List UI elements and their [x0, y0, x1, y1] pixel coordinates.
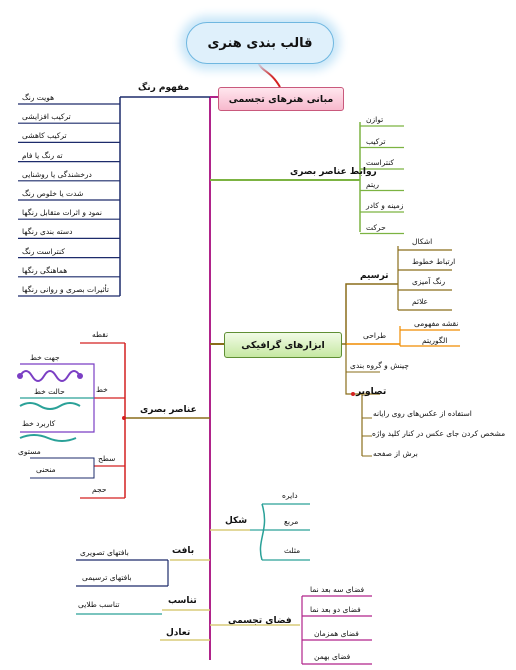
- texture-item-drawn: بافتهای ترسیمی: [82, 573, 132, 582]
- texture-label: بافت: [172, 546, 195, 556]
- color-concept-label: مفهوم رنگ: [138, 83, 190, 93]
- shape-label: شکل: [225, 516, 248, 526]
- basics-node[interactable]: [218, 87, 344, 111]
- shape-triangle: مثلث: [284, 546, 301, 555]
- drawing-item: علائم: [412, 297, 429, 306]
- color-concept-item: ترکیب افزایشی: [22, 112, 71, 122]
- graphic-tools-label: ابزارهای گرافیکی: [241, 339, 325, 351]
- line-usage: کاربرد خط: [22, 419, 56, 428]
- texture-item-image: بافتهای تصویری: [80, 548, 129, 557]
- title-text: قالب بندی هنری: [207, 35, 313, 51]
- relations-item: ترکیب: [366, 136, 386, 146]
- surface-curved: منحنی: [36, 465, 56, 474]
- space-item-avalanche: فضای بهمن: [314, 652, 351, 661]
- basics-label: مبانی هنرهای تجسمی: [228, 93, 334, 105]
- title-cloud: [186, 22, 334, 64]
- proportion-golden: تناسب طلایی: [78, 600, 120, 609]
- motion-label: چینش و گروه بندی: [350, 361, 409, 370]
- space-item-2d: فضای دو بعد نما: [310, 605, 361, 614]
- relations-item: زمینه و کادر: [366, 201, 404, 210]
- graphic-tools-node[interactable]: [224, 332, 342, 358]
- color-concept-item: هماهنگی رنگها: [22, 265, 68, 275]
- relations-item: کنتراست: [366, 158, 394, 167]
- color-concept-item: شدت یا خلوص رنگ: [22, 189, 84, 198]
- design-item-concept-map: نقشه مفهومی: [414, 319, 459, 328]
- line-label: خط: [96, 385, 108, 394]
- shape-circle: دایره: [282, 491, 298, 500]
- images-item-keyword: مشخص کردن جای عکس در کنار کلید واژه: [372, 429, 506, 438]
- color-concept-item: درخشندگی یا روشنایی: [22, 169, 92, 179]
- volume-label: حجم: [92, 485, 107, 494]
- point-label: نقطه: [92, 330, 109, 339]
- line-direction: جهت خط: [30, 353, 60, 362]
- drawing-item: ارتباط خطوط: [412, 257, 456, 266]
- color-concept-item: هویت رنگ: [22, 93, 55, 102]
- color-concept-item: نمود و اثرات متقابل رنگها: [22, 208, 102, 218]
- color-concept-item: کنتراست رنگ: [22, 246, 65, 256]
- balance-label: تعادل: [166, 628, 191, 638]
- color-concept-item: تأثیرات بصری و روانی رنگها: [22, 285, 110, 294]
- line-state: حالت خط: [34, 387, 65, 396]
- relations-item: حرکت: [366, 222, 386, 232]
- relations-item: توازن: [366, 115, 384, 124]
- shape-square: مربع: [284, 517, 299, 526]
- design-item-algorithm: الگوریتم: [422, 336, 448, 345]
- relations-label: روابط عناصر بصری: [290, 167, 377, 177]
- surface-flat: مستوی: [18, 447, 41, 456]
- images-label: تصاویر: [356, 387, 387, 397]
- space-item-simultaneous: فضای همزمان: [314, 629, 359, 638]
- color-concept-item: ترکیب کاهشی: [22, 131, 67, 141]
- drawing-item: اشکال: [412, 237, 433, 246]
- surface-label: سطح: [98, 454, 116, 463]
- drawing-item: رنگ آمیزی: [412, 277, 446, 286]
- space-item-3d: فضای سه بعد نما: [310, 585, 365, 594]
- proportion-label: تناسب: [168, 596, 197, 606]
- color-concept-item: دسته بندی رنگها: [22, 227, 73, 237]
- images-item-crop: برش از صفحه: [373, 449, 418, 458]
- design-label: طراحی: [363, 331, 387, 340]
- relations-item: ریتم: [366, 179, 379, 189]
- color-concept-item: ته رنگ یا فام: [22, 150, 63, 160]
- images-item-computer: استفاده از عکس‌های روی رایانه: [373, 409, 472, 418]
- visual-elements-label: عناصر بصری: [140, 405, 197, 415]
- space-label: فضای تجسمی: [228, 616, 292, 626]
- drawing-label: ترسیم: [360, 271, 389, 281]
